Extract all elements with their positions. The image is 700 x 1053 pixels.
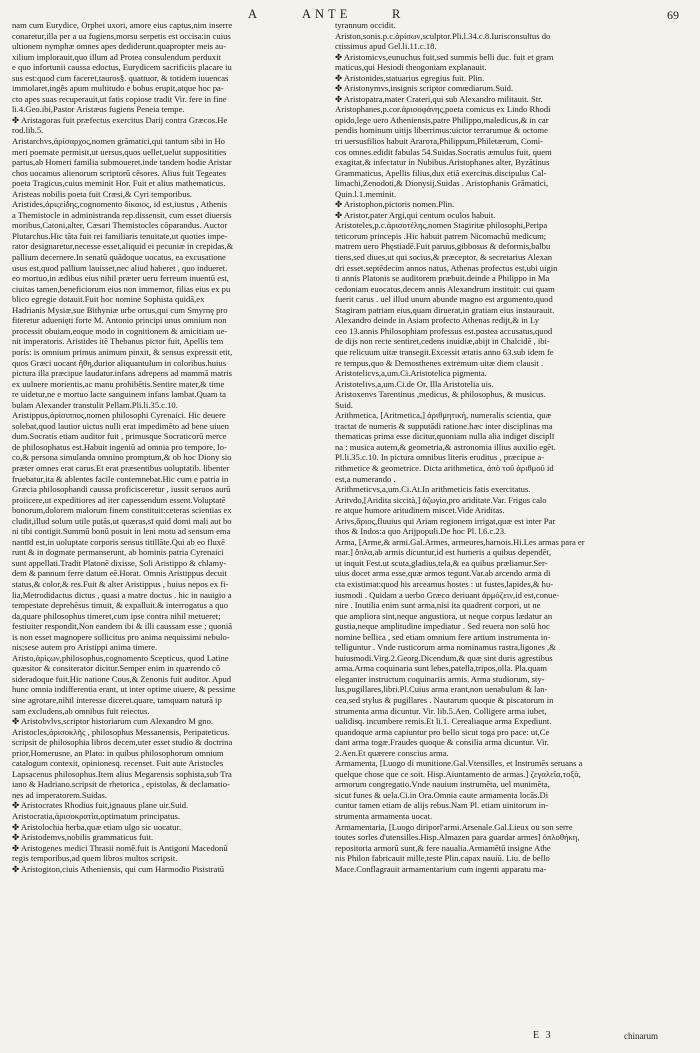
text-line: Alexandro deinde in Asiam profecto Athenas redijt,& in Ly	[335, 315, 540, 326]
text-line: telliguntur . Vnde rusticorum arma nominamus rastra,ligones ,&	[335, 642, 556, 653]
text-line: Grammaticus, Apellis filius,dux etiā exercitus.discipulus Cal-	[335, 167, 547, 178]
text-line: da,quare philosophus timeret,cum ipse contra nihil metueret;	[12, 610, 221, 621]
text-line: ✤ Aristolochia herba,quæ etiam ulgo sic uocatur.	[12, 821, 182, 832]
text-line: nis;sese autem pro Aristippi anima timere.	[12, 642, 158, 653]
text-line: lia,Metrodidactus dictus , quasi a matre doctus . hic in nauigio a	[12, 589, 232, 600]
text-line: ✤ Aristagoras fuit præfectus exercitus Darij contra Græcos.He	[12, 114, 228, 125]
text-line: gustia,neque amplitudine impediatur . Sed reuera non solū hoc	[335, 621, 550, 632]
text-line: nes ad imperatorem.Suidas.	[12, 789, 107, 800]
text-line: Armamentaria, [Luogo diriporl'armi.Arsenale.Gal.Lieux ou son serre	[335, 821, 573, 832]
text-line: Mace.Conflagrauit armamentarium cum ingenti apparatu ma-	[335, 863, 547, 874]
text-line: ✤ Aristonides,statuarius egregius fuit. Plin.	[335, 72, 485, 83]
text-line: ✤ Aristogiton,ciuis Atheniensis, qui cum Harmodio Pisistratū	[12, 863, 225, 874]
text-line: ut inquit Fest.ut scuta,gladius,tela,& ea quibus præliamur.Ser-	[335, 557, 548, 568]
text-line: nomine bellica , sed etiam omnium fere artium instrumenta in-	[335, 631, 551, 642]
text-line: teticorum princepis .Hic habuit patrem Nicomachū medicum;	[335, 230, 547, 241]
text-line: immolaret,ingês apum multitudo e bobus erupit,atque hoc pa-	[12, 83, 224, 94]
text-line: thos & Indos:a quo Arijpopuli.De hoc Pl. l.6.c.23.	[335, 526, 507, 537]
text-line: opido,lege uero Atheniensis,patre Philippo,maledicus,& in car	[335, 114, 549, 125]
text-line: runt & in dogmate permanserunt, ab hominis patria Cyrenaici	[12, 547, 224, 558]
text-line: strumenta armamenta uocat.	[335, 811, 433, 822]
text-line: cto apes suas recuperauit,ut fatis copiose tradit Vir. fere in fine	[12, 93, 227, 104]
text-line: iusmodi . Quidam a uerbo Græco deriuant ἀρμόζειν,id est,conue-	[335, 589, 560, 600]
text-line: pendis hominum uitijs liberrimus:uictor terrarumue & octome	[335, 125, 548, 136]
text-line: dant arma togæ.Fraudes quoque & consilia arma dicuntur. Vir.	[335, 737, 549, 748]
text-line: bulam Alexander transtulit Pellam.Pli.li.35.c.10.	[12, 399, 178, 410]
text-line: arma.Arma coquinaria sunt lebes,patella,tripos,olla. Pla.quam	[335, 663, 547, 674]
text-line: Aristophanes,p.cor.ἀρισοφάνης,poeta comicus ex Lindo Rhodi	[335, 104, 551, 115]
text-line: nire . Inutilia enim sunt arma,nisi ita quadrent corpori, ut ne	[335, 600, 541, 611]
text-line: processit obuiam,eoque modo in cognitionem & amicitiam ue-	[12, 325, 228, 336]
text-line: eo mortuo,in ædibus eius nihil præter ueru ferreum inuentū est,	[12, 273, 229, 284]
text-line: que ampliora sint,neque angustiora, ut neque corpus lædatur an	[335, 610, 553, 621]
text-line: strumenta arma dicuntur. Vir. lib.5.Aen. Colligere arma iubet,	[335, 705, 547, 716]
text-line: chos uocamus alienorum scriptorū cēsores. Alius fuit Tegeates	[12, 167, 227, 178]
text-line: cos omnes.edidit fabulas 54.Suidas.Socratis æmulus fuit, quem	[335, 146, 552, 157]
text-line: Aristo,ἀρίςων,philosophus,cognomento Scepticus, quod Latine	[12, 652, 229, 663]
text-line: ti annis Platonis se auditorem præbuit.deinde a Philippo in Ma	[335, 273, 550, 284]
text-line: lus,pugillares,libri.Pl.Cuius arma erant,non uenabulum & lan-	[335, 684, 548, 695]
text-line: dri esset.septēdecim annos natus, Athenas profectus est,ubi uigin	[335, 262, 558, 273]
text-line: solebat,quod lautior uictus nulli erat impedimēto ad bene uiuen	[12, 420, 229, 431]
text-line: poeta Tragicus,cuius meminit Hor. Fuit et alius mathematicus.	[12, 178, 226, 189]
text-line: Arithmeticvs,a,um.Ci.At.In arithmeticis fatis exercitatus.	[335, 484, 531, 495]
text-line: dum.Socratis etiam auditor fuit , primusque Socraticorū merce	[12, 431, 227, 442]
text-line: est,a numerando .	[335, 473, 396, 484]
text-line: Hadrianis Mysiæ,sue Bithyniæ urbe ortus,qui cum Smyrnę pro	[12, 304, 228, 315]
text-line: bonorum,dolorem malorum finem constituit:ceteras scientias ex	[12, 505, 232, 516]
text-line: nis Philon fabricauit mille,teste Plin.capax nauiū. Liu. de bello	[335, 853, 550, 864]
catchword: chinarum	[624, 1031, 658, 1041]
text-line: Aritvdo,[Aridita siccità,] ἀζωγία,pro ariditate.Var. Frigus calo	[335, 494, 547, 505]
header-running-title: ANTE	[302, 7, 352, 21]
text-line: partus,ab Homeri familia submoueret.inde tandem hodie Aristar	[12, 157, 232, 168]
text-line: Lapsacenus philosophus.Item alius Megarensis sophista,sub Tra	[12, 768, 232, 779]
text-line: moribus,Catoni,alter, Cæsari Themistocles cōparandus. Auctor	[12, 220, 228, 231]
text-line: exagitat,& infectatur in Nubibus.Aristophanes alter, Byzātinus	[335, 157, 550, 168]
text-line: nantīd est,in uoluptate corporis sensus titillāte.Qui ab eo fluxē	[12, 536, 225, 547]
header-letter-left: A	[248, 7, 261, 21]
text-line: repositoria armorū sunt,& fere naualia.Armamētū insigne Athe	[335, 842, 551, 853]
text-line: Aristoxenvs Tarentinus ,medicus, & philosophus, & musicus.	[335, 389, 546, 400]
text-line: sine agrotare,nihil interesse diceret.quare, tamquam naturā ip	[12, 695, 222, 705]
text-line: re tempus,quo & Demosthenes extremum uitæ diem clausit .	[335, 357, 544, 368]
text-line: Aristarchvs,ἀρίσαρχος,nomen grāmatici,qui tantum sibi in Ho	[12, 136, 225, 147]
text-line: poris: is omnium primus animum pinxit, & sensus expressit etit,	[12, 346, 233, 357]
text-line: tiens,sed diues,ut qui socius,& præceptor, & secretarius Alexan	[335, 252, 553, 263]
text-line: de philosophatus est.Habuit ingeniū ad omnia pro tempore, lo-	[12, 441, 227, 452]
text-line: sam excludens,ab omnibus fuit reiectus.	[12, 705, 150, 716]
text-line: prior,Homerusne, an Plato: in quibus philosophorum omnium	[12, 747, 224, 758]
text-line: is non esset magnopere sollicitus pro anima nequissimi nebulo-	[12, 631, 230, 642]
text-line: ✤ Aristophon,pictoris nomen.Plin.	[335, 199, 455, 210]
text-line: rithmetice & geometrice. Dicta arithmetica, ἀπὸ τοῦ ἀριθμοῦ id	[335, 462, 554, 473]
text-line: tyrannum occidit.	[335, 20, 396, 30]
text-line: re uidetur,ne e mortuo lacte sanguinem infans lambat.Quam ta	[12, 389, 226, 400]
text-line: maticus,qui Hesiodi theogoniam explanauit.	[335, 62, 487, 73]
text-line: Aristoteles,p.c.ἀρισοτέλης,nomen Stagiritæ philosophi,Peripa	[335, 220, 548, 231]
text-line: toutes sorles d'utensilles.Hisp.Almazen para guardar armes] ὁπλοθήκη,	[335, 832, 580, 843]
text-line: cedoniam euocatus,decem annis Alexandrum instituit: cui quam	[335, 283, 555, 294]
text-line: cta existimat:quod his arceamus hostes : ut fustes,lapides,& hu-	[335, 578, 554, 589]
text-line: ✤ Aristopatra,mater Crateri,qui sub Alexandro militauit. Str.	[335, 93, 543, 104]
text-line: uius docet arma esse,quæ armos tegunt.Var.ab arcendo arma di	[335, 568, 551, 579]
text-line: Pl.li.35.c.10. In pictura omnibus literis eruditus , præcipue a-	[335, 452, 545, 463]
text-line: sicut funes & uela.Ci.in Ora.Omnia caute armamenta locās.Di	[335, 789, 549, 800]
text-line: ex uulnere morientis,ac manu prohibētis.Sentire mater,& time	[12, 378, 225, 389]
text-line: ✤ Aristomicvs,eunuchus fuit,sed summis belli duc. fuit et gram	[335, 51, 554, 62]
text-line: na : musica autem,& geometria,& astronomia illius auxilio egēt.	[335, 441, 556, 452]
text-line: Suid.	[335, 399, 353, 410]
text-line: ceo 13.annis Philosophiam professus est.postea accusatus,quod	[335, 325, 553, 336]
text-line: rod.lib.5.	[12, 125, 44, 136]
text-line: nam cum Eurydice, Orphei uxori, amore eius captus,nim inserre	[12, 20, 233, 30]
text-line: Aristocratia,ἀρισοκρατία,optimatum principatus.	[12, 811, 181, 822]
text-line: Græcia philosophandi caussa proficisceretur , iussit seruos aurū	[12, 484, 231, 495]
text-line: co,& persona simulanda omnino promptum,& ob hoc Diony sio	[12, 452, 232, 463]
text-line: fruebatur,ita & ablentes facile contemnebat.Hic cum e patria in	[12, 473, 229, 484]
text-line: proiicere,ut expeditiores ad iter capessendum essent.Voluptatē	[12, 494, 226, 505]
text-line: 2.Aen.Et quærere conscius arma.	[335, 747, 449, 758]
text-line: sus est:quod cum faceret,tauros§. quattuor, & totidem iuuencas	[12, 72, 229, 83]
text-line: catalogum contexit, opinionesq. recenset. Fuit aute Aristocles	[12, 758, 224, 769]
text-line: matrem uero Phęstiadē.Fuit paruus,gibbosus & deformis,balbu	[335, 241, 551, 252]
text-line: conaretur,illa per a ua fugiens,morsu serpetis est occisa:in cuius	[12, 30, 231, 41]
text-line: nit imperatoris. Aristides itē Thebanus pictor fuit, Apellis tem	[12, 336, 224, 347]
text-line: Stagiram patriam eius,quam diruerat,in gratiam eius instaurauit.	[335, 304, 555, 315]
text-line: cea,sed stylus & pugillares . Nautarum quoque & piscatorum in	[335, 695, 554, 705]
text-line: regis temporibus,ad quem libros multos scripsit.	[12, 853, 178, 864]
text-line: huiusmodi.Virg.2.Georg.Dicendum,& quæ sint duris agrestibus	[335, 652, 553, 663]
text-line: Arithmetica, [Aritmetica,] ἀριθμητική, numeralis scientia, quæ	[335, 410, 552, 421]
text-line: fiteretur aduenięti forte M. Antonio principi unus omnium non	[12, 315, 227, 326]
text-line: status,& color,& res.Fuit & alter Aristippus , huius nepos ex fi-	[12, 578, 229, 589]
text-line: ni tibi contigit.Summū bonū posuit in leni motu ad sensum ema	[12, 526, 231, 537]
text-line: tempestate deprehēsus timuit, & expalluit.& interrogatus a quo	[12, 600, 228, 611]
text-line: ✤ Aristodemvs,nobilis grammaticus fuit.	[12, 832, 154, 843]
text-line: festiuiter respondit,Non eandem ibi & illi caussam esse ; quoniā	[12, 621, 233, 632]
text-line: a Themistocle in administranda rep.dissensit, cum esset diuersis	[12, 209, 232, 220]
text-line: rator designaretur,necesse esset,aliquid ei pecuniæ in crepidas,&	[12, 241, 234, 252]
text-line: Armamenta, [Luogo di munitione.Gal.Vtensilles, et Instrumēs seruans a	[335, 758, 583, 769]
text-line: ultionem nymphæ omnes apes dediderunt.quapropter meis au-	[12, 41, 227, 52]
text-line: ✤ Aristonymvs,insignis scriptor comœdiarum.Suid.	[335, 83, 514, 94]
text-line: iano & Hadriano.scripsit de rhetorica , epistolas, & declamatio-	[12, 779, 230, 790]
text-line: Arivs,ἄριος,fluuius qui Ariam regionem irrigat,quæ est inter Par	[335, 515, 556, 526]
text-line: Aristotelicvs,a,um.Ci.Aristotelica pigmenta.	[335, 368, 487, 379]
text-line: Aristippus,ἀρίσιππος,nomen philosophi Cyrenaici. Hic deuere	[12, 410, 226, 421]
text-line: Aristocles,ἀρισοκλῆς , philosophus Messanensis, Peripateticus.	[12, 726, 230, 737]
text-line: Quin.l.1.meminit.	[335, 188, 397, 199]
right-column	[335, 20, 663, 874]
text-line: limachi,Zenodoti,& Dionysij.Suidas . Aristophanis Grāmatici,	[335, 178, 549, 189]
text-line: cuntur tamen etiam de alijs rebus.Nam Pl. etiam uinitorum in-	[335, 800, 549, 811]
text-line: li.4.Geo.ibi,Pastor Aristæus fugiens Peneia tempe.	[12, 104, 185, 115]
text-line: xilium implorauit,quo illum ad Protea consulendum perduxit	[12, 51, 221, 62]
text-line: cludit,illud solum utile putās,ut quæras,sī quid domi mali aut bo	[12, 515, 232, 526]
text-line: hunc omnia indifferentia erant, ut inter optime uiuere, & pessime	[12, 684, 236, 695]
text-line: ✤ Aristogenes medici Thrasii nomē.fuit is Antigoni Macedonū	[12, 842, 228, 853]
text-line: ✤ Aristocrates Rhodius fuit,ignauus plane uir.Suid.	[12, 800, 189, 811]
text-line: meri poemate permisit,ut uersus,quos uellet,uelut suppositities	[12, 146, 227, 157]
text-line: quos Græci uocant ἤθη,durior aliquantulum in coloribus.huius	[12, 357, 227, 368]
text-line: tractat de numeris & supputādi ratione.hæc inter disciplinas ma	[335, 420, 553, 431]
text-line: e quo infortunii caussa edoctus, Eurydicem sacrificiis placare iu	[12, 62, 232, 73]
text-line: pictura illa præcipue laudatur.infans adrepens ad mammā matris	[12, 368, 233, 379]
text-line: Aristides,ἀριςείδης,cognomento δίκαιος, id est,iustus , Athenis	[12, 199, 228, 210]
page-number: 69	[667, 8, 679, 22]
text-line: armorum congregatio.Vnde nauium instrumēta, uel munimēta,	[335, 779, 550, 790]
header-letter-right: R	[392, 7, 404, 21]
text-line: sunt appellati.Tradit Platonē dixisse, Soli Aristippo & chlamy-	[12, 557, 227, 568]
text-line: præter omnes erat carus.Et erat præsentibus uoluptatib. libenter	[12, 462, 230, 473]
text-line: usus est,quod pallium lauisset,nec aliud haberet , quo indueret.	[12, 262, 228, 273]
text-line: pallium decernere.In senatū quādoque uocatus, ea excusatione	[12, 252, 226, 263]
text-line: scripsit de philosophia libros decem,uter esset studio & doctrina	[12, 737, 233, 748]
text-line: re atque humore aritudinem miscet.Vide Ariditas.	[335, 505, 505, 516]
text-line: ualidisq. incumbere remis.Et li.1. Cerealiaque arma Expediunt.	[335, 716, 552, 727]
text-line: sideradoque fuit.Hic natione Cous,& Zenonis fuit auditor. Apud	[12, 673, 232, 684]
text-line: blico egregie dotauit.Fuit hoc nomine Sophista quidā,ex	[12, 294, 205, 305]
text-line: fuerit carus . uel illud unum abunde magno est argumento,quod	[335, 294, 553, 305]
text-line: ✤ Aristor,pater Argi,qui centum oculos habuit.	[335, 209, 496, 220]
text-line: quæsitor & consiterator dicitur.Semper enim in quærendo cō	[12, 663, 221, 674]
signature-mark: E 3	[533, 1030, 553, 1041]
text-line: Arma, [Arme,& armi.Gal.Armes, armeures,harnois.Hi.Les armas para er	[335, 536, 585, 547]
text-line: eleganter instructum coquinariis armis. Arma studiorum, sty-	[335, 673, 545, 684]
text-line: thematicas prima esse dicitur,quoniam nulla alia indiget disciplī	[335, 431, 555, 442]
text-line: tri uersusfilios habuit Araroτa,Philippum,Philetærum, Comi-	[335, 136, 544, 147]
text-line: dem & pannum ferre datum eē.Horat. Omnis Aristippus decuit	[12, 568, 227, 579]
left-column	[12, 20, 330, 874]
text-line: Aristotelivs,a,um.Ci.de Or. Illa Aristotelia uis.	[335, 378, 494, 389]
text-line: mar.] ὅπλα,ab armis dicuntur,id est humeris a quibus dependēt,	[335, 547, 552, 558]
text-line: de dijs non recte sentiret,cedens inuidiæ,abijt in Chalcidē , ibi-	[335, 336, 550, 347]
text-line: Plutarchus.Hic tāta fuit rei familiaris tenuitate,ut quoties impe-	[12, 230, 228, 241]
text-line: quandoque arma capiuntur pro bello sicut toga pro pace: ut,Ce	[335, 726, 550, 737]
text-line: ✤ Aristobvlvs,scriptor historiarum cum Alexandro M gno.	[12, 716, 214, 727]
text-line: Ariston,sonis.p.c.ἀρίσων,sculptor.Pli.l.34.c.8.Iurisconsultus do	[335, 30, 551, 41]
text-line: quelque chose que ce soit. Hisp.Aiuntamento de armas.] ζεγαλεῖα,τοξὰ,	[335, 768, 581, 779]
text-line: ciuitas tamen,beneficiorum eius non immemor, filias eius ex pu	[12, 283, 231, 294]
text-line: Aristeas nobilis poeta fuit Cræsi,& Cyri temporibus.	[12, 188, 192, 199]
text-line: ctissimus apud Gel.li.11.c.18.	[335, 41, 437, 52]
text-line: que relicuum uitæ transegit.Excessit ætatis anno 63.sub idem fe	[335, 346, 554, 357]
